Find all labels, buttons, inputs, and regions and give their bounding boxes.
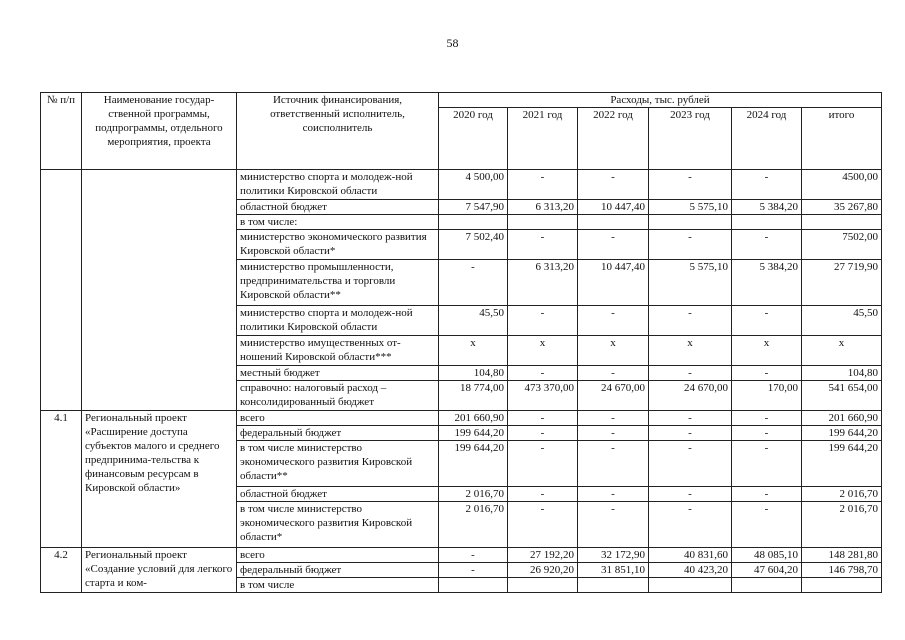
funding-source: областной бюджет xyxy=(237,200,439,215)
header-year: 2023 год xyxy=(649,108,732,170)
value-cell: - xyxy=(439,548,508,563)
value-total: 104,80 xyxy=(802,366,882,381)
value-cell: 5 575,10 xyxy=(649,200,732,215)
value-cell: - xyxy=(649,426,732,441)
value-cell: - xyxy=(578,426,649,441)
value-cell: 18 774,00 xyxy=(439,381,508,411)
value-cell: 6 313,20 xyxy=(508,260,578,306)
value-total xyxy=(802,578,882,593)
value-cell: - xyxy=(508,426,578,441)
value-cell: - xyxy=(649,366,732,381)
value-cell xyxy=(732,215,802,230)
value-total: 148 281,80 xyxy=(802,548,882,563)
value-cell: x xyxy=(578,336,649,366)
value-cell xyxy=(508,578,578,593)
value-cell: - xyxy=(508,366,578,381)
value-total: x xyxy=(802,336,882,366)
funding-source: областной бюджет xyxy=(237,487,439,502)
value-cell: - xyxy=(439,260,508,306)
value-total xyxy=(802,215,882,230)
value-cell: 201 660,90 xyxy=(439,411,508,426)
value-cell xyxy=(439,215,508,230)
value-cell: x xyxy=(439,336,508,366)
value-total: 7502,00 xyxy=(802,230,882,260)
header-total: итого xyxy=(802,108,882,170)
value-cell: - xyxy=(732,411,802,426)
value-cell: 473 370,00 xyxy=(508,381,578,411)
value-total: 2 016,70 xyxy=(802,502,882,548)
value-total: 2 016,70 xyxy=(802,487,882,502)
value-cell: - xyxy=(732,366,802,381)
funding-source: в том числе министерство экономического развития Кировской области** xyxy=(237,441,439,487)
value-cell: - xyxy=(732,230,802,260)
value-cell: 199 644,20 xyxy=(439,426,508,441)
header-year: 2021 год xyxy=(508,108,578,170)
value-cell: 2 016,70 xyxy=(439,487,508,502)
value-cell: - xyxy=(508,306,578,336)
row-num xyxy=(41,170,82,411)
value-cell: 26 920,20 xyxy=(508,563,578,578)
table-row xyxy=(41,411,882,426)
value-cell xyxy=(439,578,508,593)
value-cell: 10 447,40 xyxy=(578,200,649,215)
funding-source: министерство спорта и молодеж-ной политики Кировской области xyxy=(237,170,439,200)
value-cell: - xyxy=(439,563,508,578)
value-cell: 7 547,90 xyxy=(439,200,508,215)
value-cell: 199 644,20 xyxy=(439,441,508,487)
value-cell: - xyxy=(578,502,649,548)
row-num: 4.1 xyxy=(41,411,82,548)
funding-source: всего xyxy=(237,411,439,426)
value-cell: - xyxy=(578,366,649,381)
value-cell: - xyxy=(649,170,732,200)
funding-source: всего xyxy=(237,548,439,563)
header-source: Источник финансирования, ответственный исполнитель, соисполнитель xyxy=(237,93,439,170)
funding-source: федеральный бюджет xyxy=(237,426,439,441)
value-cell: 27 192,20 xyxy=(508,548,578,563)
value-total: 35 267,80 xyxy=(802,200,882,215)
value-cell: - xyxy=(578,441,649,487)
value-cell xyxy=(649,215,732,230)
value-cell: - xyxy=(732,426,802,441)
value-cell: - xyxy=(508,230,578,260)
value-cell: - xyxy=(649,306,732,336)
value-cell: 5 384,20 xyxy=(732,200,802,215)
value-cell: - xyxy=(578,411,649,426)
value-cell: 2 016,70 xyxy=(439,502,508,548)
project-name: Региональный проект «Создание условий для легкого старта и ком- xyxy=(82,548,237,593)
value-cell: - xyxy=(578,487,649,502)
value-cell: 24 670,00 xyxy=(649,381,732,411)
table-row xyxy=(41,170,882,200)
value-cell: 45,50 xyxy=(439,306,508,336)
value-cell: - xyxy=(578,170,649,200)
funding-source: в том числе министерство экономического развития Кировской области* xyxy=(237,502,439,548)
value-cell: x xyxy=(732,336,802,366)
value-cell: - xyxy=(508,411,578,426)
header-year: 2024 год xyxy=(732,108,802,170)
project-name: Региональный проект «Расширение доступа субъектов малого и среднего предпринима-тельства к финансовым ресурсам в Кировской области» xyxy=(82,411,237,548)
value-cell: 5 384,20 xyxy=(732,260,802,306)
value-cell: - xyxy=(508,170,578,200)
value-cell: - xyxy=(508,487,578,502)
value-cell: x xyxy=(649,336,732,366)
value-cell: 104,80 xyxy=(439,366,508,381)
value-cell: 5 575,10 xyxy=(649,260,732,306)
funding-source: министерство экономического развития Кировской области* xyxy=(237,230,439,260)
value-cell: 24 670,00 xyxy=(578,381,649,411)
value-total: 199 644,20 xyxy=(802,426,882,441)
value-cell xyxy=(578,215,649,230)
value-total: 199 644,20 xyxy=(802,441,882,487)
value-cell: - xyxy=(649,487,732,502)
funding-source: министерство промышленности, предпринимательства и торговли Кировской области** xyxy=(237,260,439,306)
table-row xyxy=(41,548,882,563)
funding-source: в том числе xyxy=(237,578,439,593)
value-cell: 7 502,40 xyxy=(439,230,508,260)
value-cell: - xyxy=(578,306,649,336)
header-year: 2022 год xyxy=(578,108,649,170)
value-cell: 40 831,60 xyxy=(649,548,732,563)
page-number: 58 xyxy=(446,36,459,50)
value-cell: - xyxy=(732,306,802,336)
value-cell xyxy=(732,578,802,593)
value-cell: 170,00 xyxy=(732,381,802,411)
value-cell: 32 172,90 xyxy=(578,548,649,563)
project-name xyxy=(82,170,237,411)
value-cell: - xyxy=(649,502,732,548)
header-expenses: Расходы, тыс. рублей xyxy=(439,93,882,108)
value-cell: - xyxy=(732,170,802,200)
value-cell: 4 500,00 xyxy=(439,170,508,200)
funding-source: министерство спорта и молодеж-ной политики Кировской области xyxy=(237,306,439,336)
value-cell: - xyxy=(649,411,732,426)
value-cell: - xyxy=(732,441,802,487)
value-cell: - xyxy=(732,487,802,502)
value-cell: - xyxy=(649,230,732,260)
value-cell xyxy=(508,215,578,230)
value-total: 27 719,90 xyxy=(802,260,882,306)
header-name: Наименование государ-ственной программы, подпрограммы, отдельного мероприятия, проекта xyxy=(82,93,237,170)
value-cell: - xyxy=(578,230,649,260)
value-cell: - xyxy=(508,502,578,548)
value-cell: 10 447,40 xyxy=(578,260,649,306)
value-cell: 48 085,10 xyxy=(732,548,802,563)
value-cell: - xyxy=(508,441,578,487)
value-cell: 31 851,10 xyxy=(578,563,649,578)
value-cell: - xyxy=(649,441,732,487)
value-cell: x xyxy=(508,336,578,366)
value-cell xyxy=(578,578,649,593)
funding-source: справочно: налоговый расход – консолидированный бюджет xyxy=(237,381,439,411)
funding-source: министерство имущественных от-ношений Кировской области*** xyxy=(237,336,439,366)
header-num: № п/п xyxy=(41,93,82,170)
header-year: 2020 год xyxy=(439,108,508,170)
value-total: 45,50 xyxy=(802,306,882,336)
value-cell xyxy=(649,578,732,593)
value-cell: 40 423,20 xyxy=(649,563,732,578)
value-total: 146 798,70 xyxy=(802,563,882,578)
value-total: 4500,00 xyxy=(802,170,882,200)
budget-table xyxy=(40,92,882,593)
value-cell: 6 313,20 xyxy=(508,200,578,215)
value-cell: 47 604,20 xyxy=(732,563,802,578)
funding-source: местный бюджет xyxy=(237,366,439,381)
value-total: 201 660,90 xyxy=(802,411,882,426)
funding-source: в том числе: xyxy=(237,215,439,230)
funding-source: федеральный бюджет xyxy=(237,563,439,578)
value-cell: - xyxy=(732,502,802,548)
value-total: 541 654,00 xyxy=(802,381,882,411)
row-num: 4.2 xyxy=(41,548,82,593)
